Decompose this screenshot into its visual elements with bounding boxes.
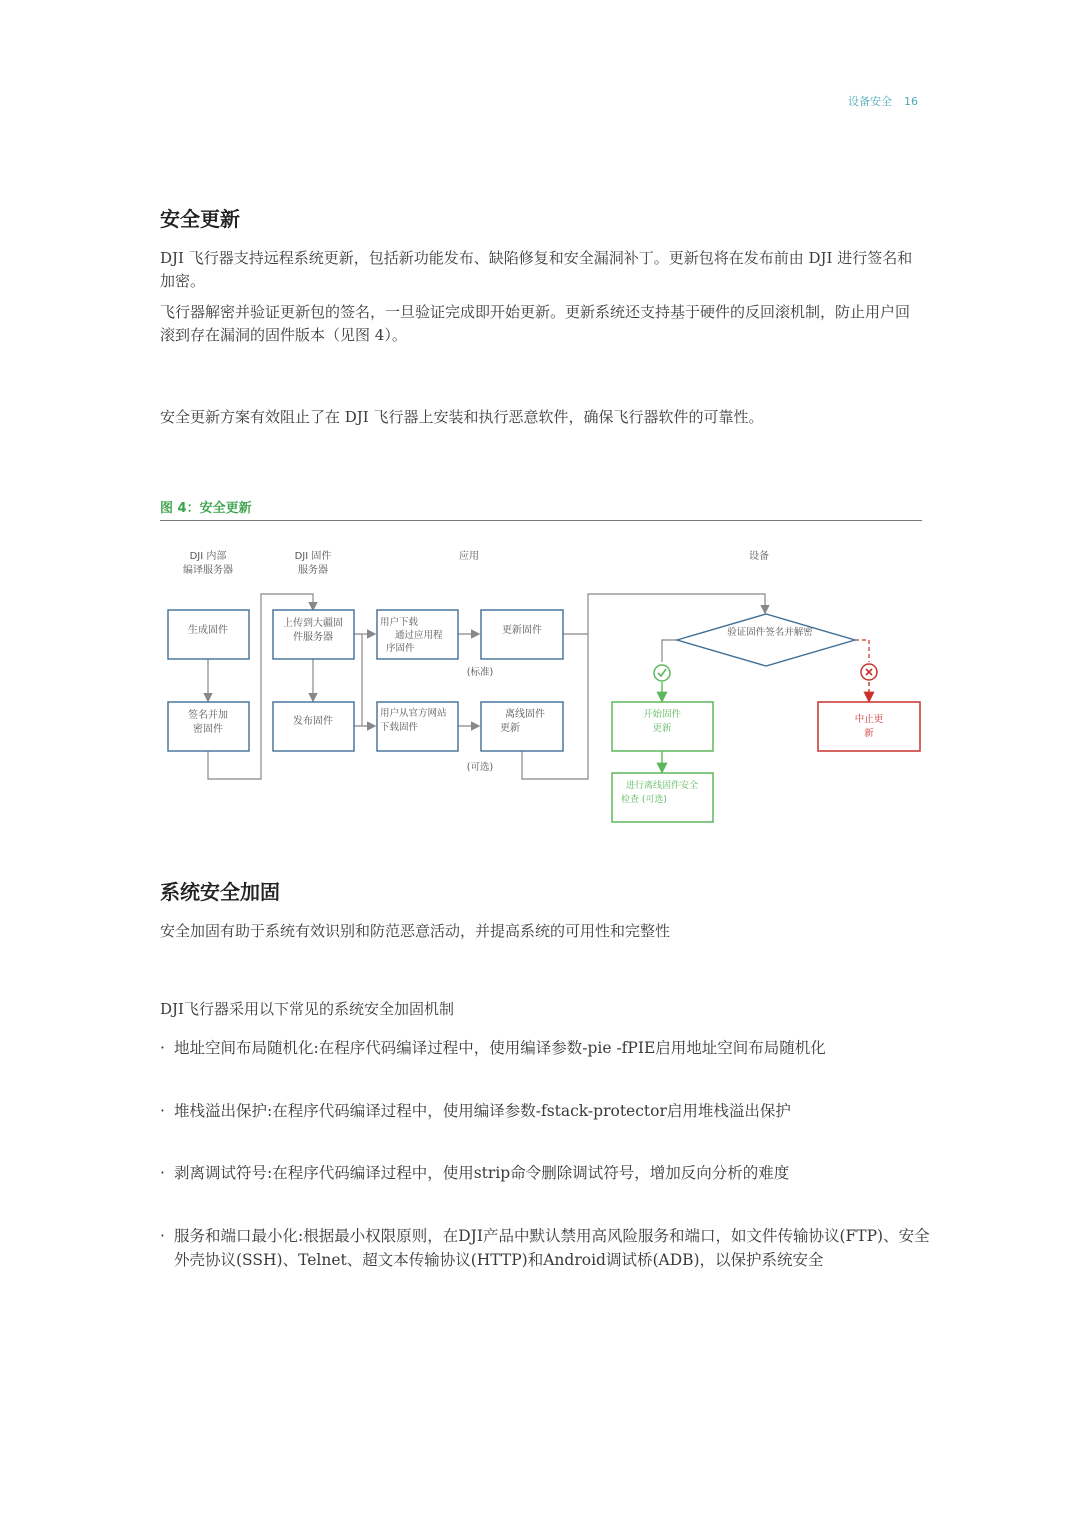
svg-text:新: 新	[864, 728, 874, 739]
lane-label: 设备	[749, 551, 769, 562]
svg-text:下载固件: 下载固件	[380, 722, 419, 733]
svg-text:中止更: 中止更	[854, 714, 884, 725]
svg-text:开始固件: 开始固件	[642, 709, 682, 720]
note-optional: (可选)	[466, 762, 494, 773]
svg-text:生成固件: 生成固件	[188, 625, 228, 636]
paragraph: DJI 飞行器支持远程系统更新，包括新功能发布、缺陷修复和安全漏洞补丁。更新包将在发布前由 DJI 进行签名和加密。	[160, 249, 913, 290]
list-item: · 堆栈溢出保护:在程序代码编译过程中，使用编译参数-fstack-protector启用堆栈溢出保护	[160, 1102, 791, 1120]
svg-text:签名并加: 签名并加	[188, 710, 228, 721]
paragraph: 安全加固有助于系统有效识别和防范恶意活动，并提高系统的可用性和完整性	[160, 922, 671, 940]
svg-text:更新: 更新	[652, 723, 672, 734]
svg-text:件服务器: 件服务器	[293, 632, 333, 643]
node-abort-update	[818, 702, 920, 751]
paragraph: 飞行器解密并验证更新包的签名，一旦验证完成即开始更新。更新系统还支持基于硬件的反回滚机制，防止用户回滚到存在漏洞的固件版本（见图 4）。	[160, 303, 911, 344]
cross-icon	[861, 664, 877, 680]
node-verify-decision	[677, 614, 855, 666]
connector	[855, 640, 869, 662]
lane-label: 编译服务器	[183, 565, 233, 576]
figure-caption: 图 4：安全更新	[160, 501, 252, 516]
node-update-firmware	[481, 610, 563, 659]
lane-label: 服务器	[298, 565, 328, 576]
paragraph: DJI飞行器采用以下常见的系统安全加固机制	[160, 1000, 454, 1018]
section-title-hardening: 系统安全加固	[160, 880, 280, 904]
connector	[354, 634, 362, 726]
note-standard: (标准)	[466, 667, 494, 678]
svg-text:用户下载: 用户下载	[380, 617, 419, 628]
node-start-update	[612, 702, 713, 751]
svg-text:离线固件: 离线固件	[505, 709, 545, 720]
svg-text:验证固件签名并解密: 验证固件签名并解密	[727, 627, 813, 638]
svg-text:更新: 更新	[500, 723, 520, 734]
svg-text:通过应用程: 通过应用程	[395, 630, 443, 641]
paragraph: 安全更新方案有效阻止了在 DJI 飞行器上安装和执行恶意软件，确保飞行器软件的可靠性。	[160, 408, 764, 426]
lane-label: DJI 固件	[294, 551, 332, 562]
lane-label: DJI 内部	[189, 551, 227, 562]
header-section: 设备安全	[848, 95, 892, 108]
node-upload	[273, 610, 354, 659]
node-download-web	[377, 702, 458, 751]
section-title-secure-update: 安全更新	[160, 207, 240, 231]
svg-text:发布固件: 发布固件	[293, 716, 333, 727]
check-icon	[654, 665, 670, 681]
svg-text:序固件: 序固件	[386, 643, 415, 654]
lane-label: 应用	[459, 551, 479, 562]
node-publish	[273, 702, 354, 751]
svg-text:上传到大疆固: 上传到大疆固	[283, 618, 343, 629]
node-generate-firmware	[168, 610, 249, 659]
svg-text:进行离线固件安全: 进行离线固件安全	[625, 781, 699, 791]
list-item: · 服务和端口最小化:根据最小权限原则，在DJI产品中默认禁用高风险服务和端口，如文件传输协议(FTP)、安全外壳协议(SSH)、Telnet、超文本传输协议(HTTP)和Android调试桥(ADB)，以保护系统安全	[160, 1227, 930, 1269]
header-page-number: 16	[904, 95, 918, 108]
svg-text:检查 (可选): 检查 (可选)	[621, 795, 667, 805]
node-sign-encrypt	[168, 702, 249, 751]
svg-text:密固件: 密固件	[193, 724, 223, 735]
list-item: · 地址空间布局随机化:在程序代码编译过程中，使用编译参数-pie -fPIE启用地址空间布局随机化	[160, 1039, 826, 1057]
node-download-app	[377, 610, 458, 659]
node-offline-check	[612, 773, 713, 822]
svg-text:更新固件: 更新固件	[502, 625, 542, 636]
list-item: · 剥离调试符号:在程序代码编译过程中，使用strip命令删除调试符号，增加反向分析的难度	[160, 1164, 790, 1182]
node-offline-update	[481, 702, 563, 751]
connector	[662, 640, 677, 662]
svg-text:用户从官方网站: 用户从官方网站	[380, 708, 447, 719]
